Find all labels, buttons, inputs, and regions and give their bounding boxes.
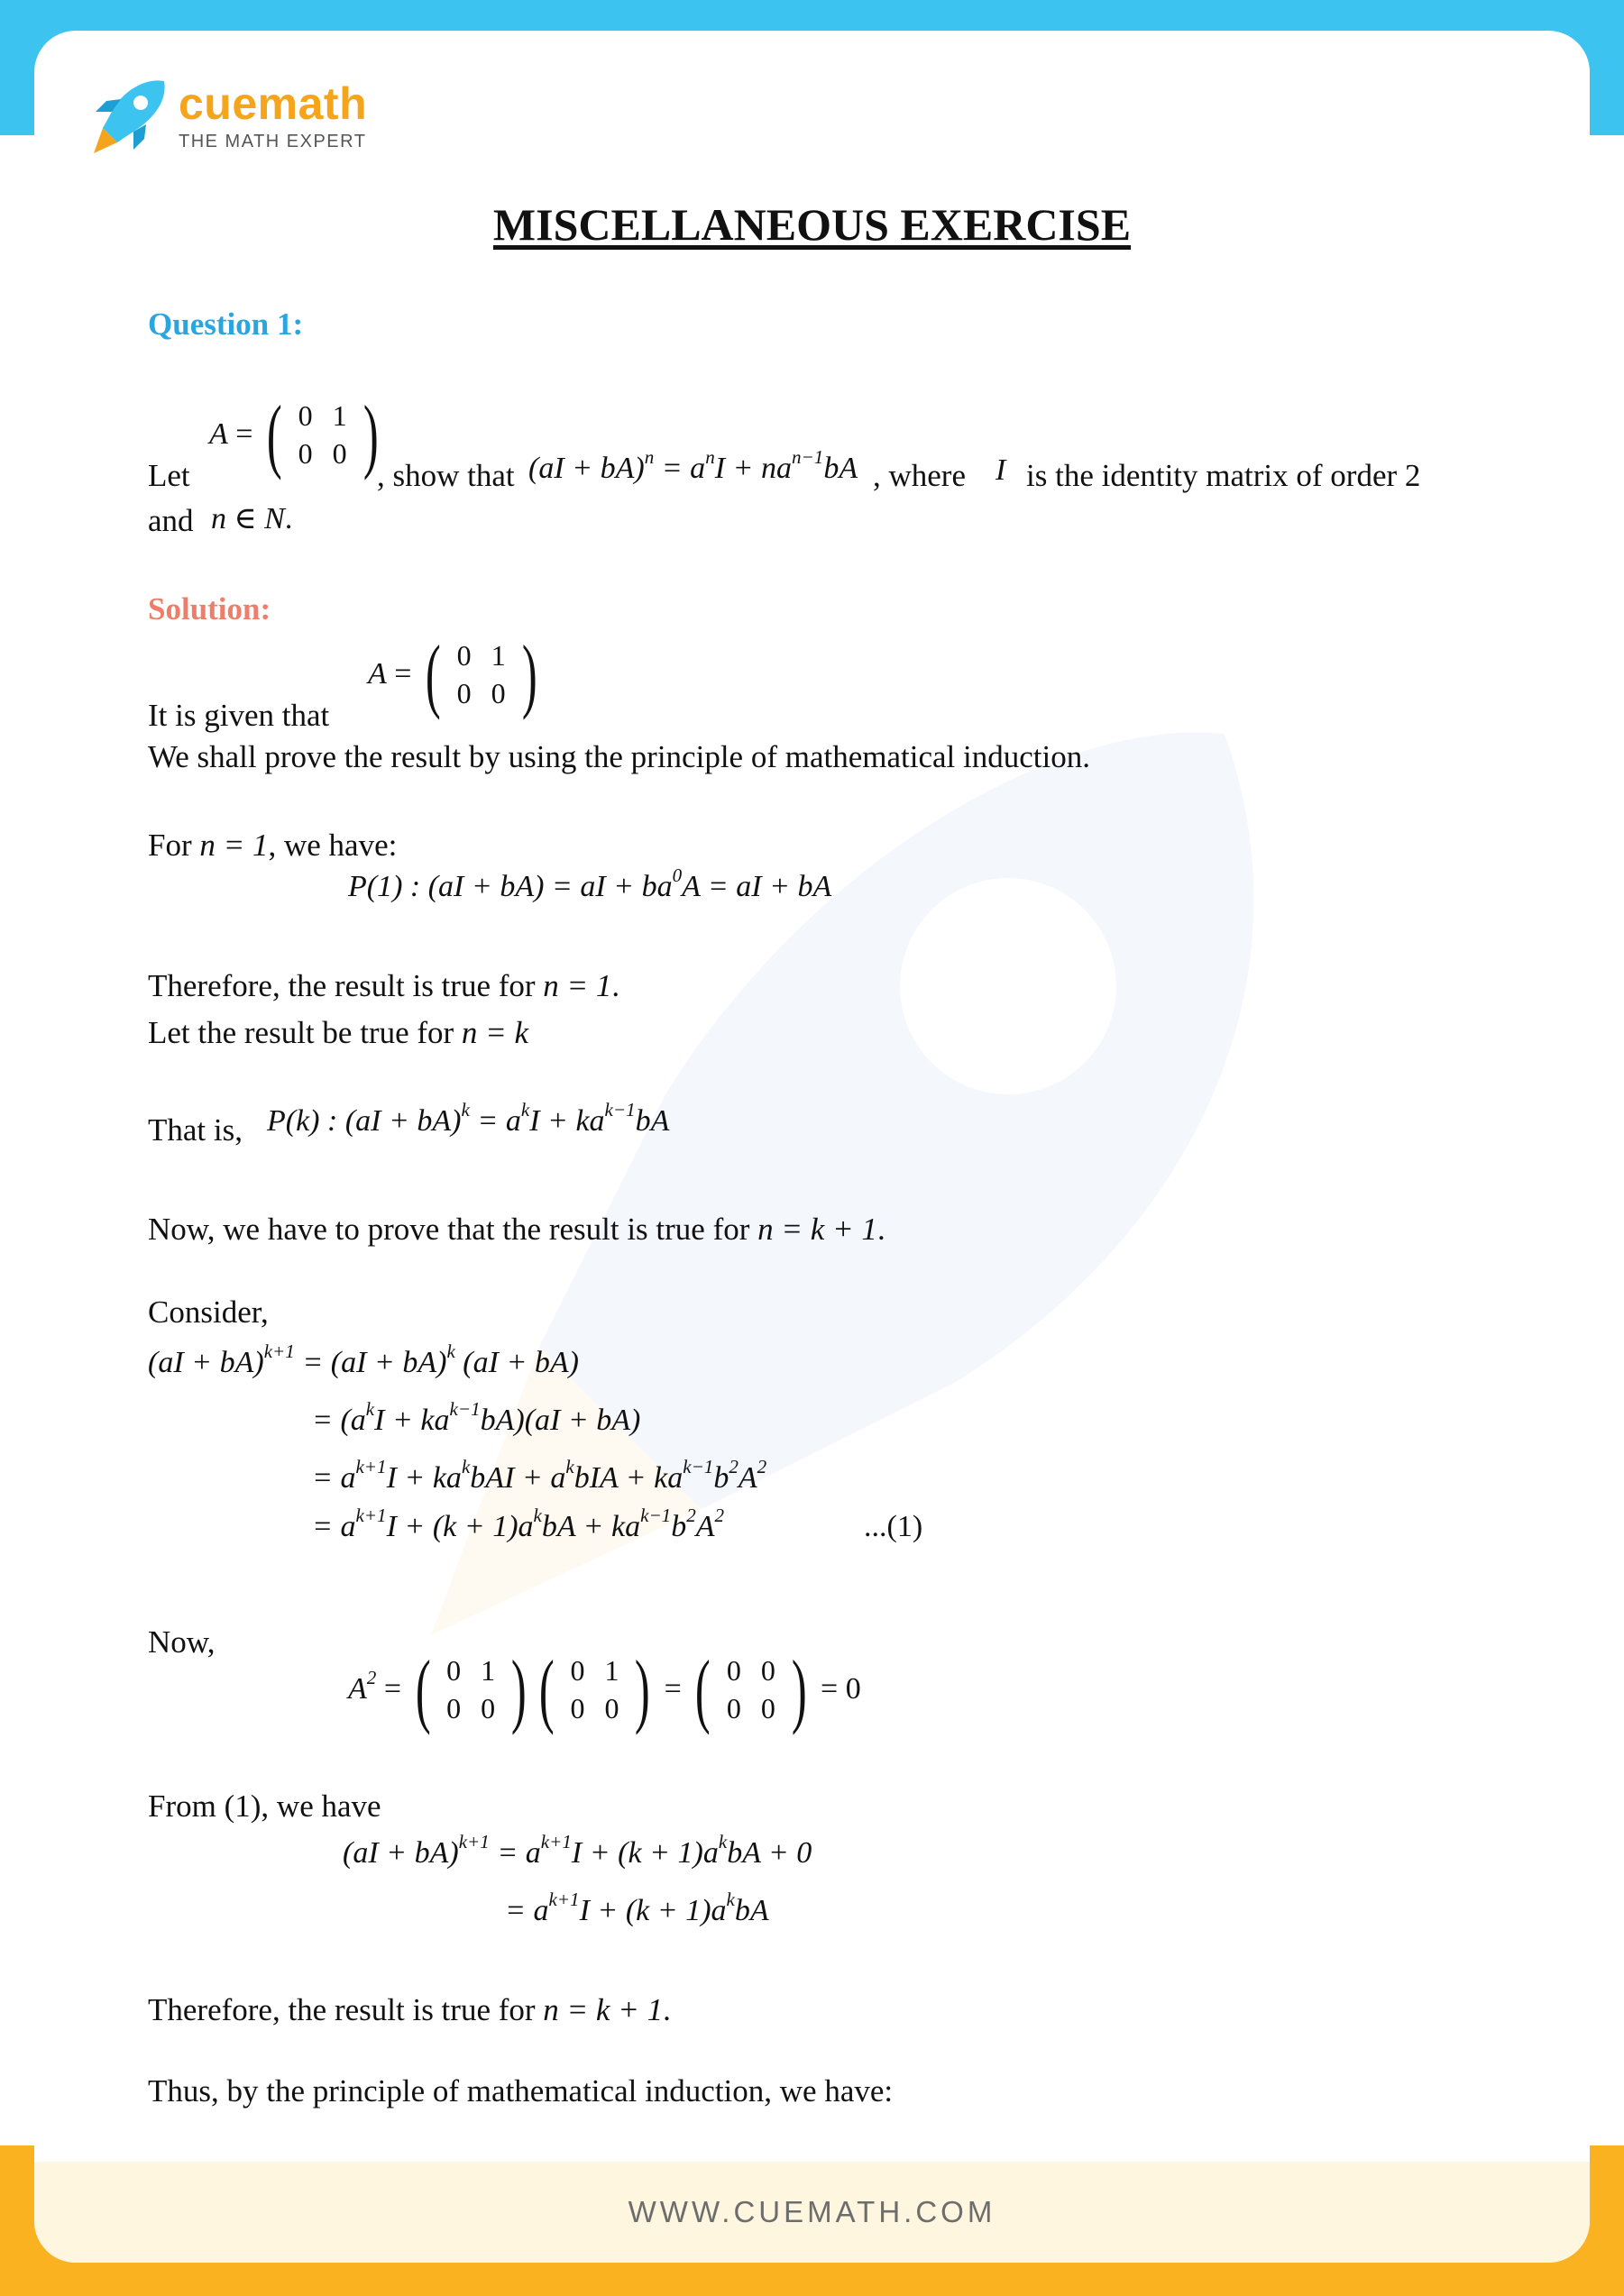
question-let: Let [148, 458, 190, 493]
question-label: Question 1: [148, 306, 304, 342]
page-title: MISCELLANEOUS EXERCISE [492, 199, 1132, 250]
solution-matrix-A: A = ( 0 1 0 0 ) [368, 628, 537, 720]
rocket-logo-icon [88, 76, 170, 157]
brand-name: cuemath [179, 78, 368, 129]
equation-step-3: = $a^{k+1}I + ka^kbAI + a^kbIA + ka^{k-1}b^2A^2$ [312, 1456, 767, 1495]
let-true-text: Let the result be true for [148, 1015, 454, 1050]
equation-reference-1: ...(1) [864, 1510, 923, 1543]
equation-A-squared: $A^2$ = ( 0 1 0 0 ) ( 0 1 0 0 ) = ( 0 0 0 0 ) = 0 [348, 1643, 861, 1735]
solution-label: Solution: [148, 591, 271, 627]
for-text: For [148, 828, 192, 863]
from-text: From [148, 1788, 216, 1824]
question-matrix-A: A = ( 0 1 0 0 ) [209, 389, 379, 480]
equation-step-1: (aI + bA)$^{k+1}$ = (aI + bA)$^k$ (aI + bA) [148, 1340, 579, 1379]
from-ref: (1) [224, 1788, 261, 1824]
question-period: . [284, 502, 293, 535]
solution-consider: Consider, [148, 1294, 269, 1330]
equation-P1: P(1) : (aI + bA) = aI + $ba^0A$ = aI + bA [348, 864, 832, 903]
solution-now: Now, [148, 1624, 216, 1660]
page-card [34, 31, 1590, 2263]
question-identity-text: is the identity matrix of order 2 [1026, 458, 1421, 493]
solution-from [148, 1788, 381, 1825]
equation-step-4: = $a^{k+1}I + (k + 1)a^kbA + ka^{k-1}b^2A^2$ [312, 1505, 725, 1543]
now-prove-text: Now, we have to prove that the result is true for [148, 1212, 750, 1247]
question-and: and [148, 503, 194, 538]
solution-prove-intro: We shall prove the result by using the principle of mathematical induction. [148, 739, 1090, 774]
question-n-in-N: n ∈ N. [211, 502, 293, 535]
equation-Pk: P(k) : $(aI + bA)^k = a^kI + ka^{k-1}bA$ [267, 1099, 670, 1138]
solution-that-is: That is, [148, 1112, 243, 1148]
solution-true-n1: Therefore, the result is true for n = 1. [148, 968, 620, 1003]
cuemath-logo [88, 76, 367, 157]
equation-final-1: $(aI + bA)^{k+1} = a^{k+1}I + (k + 1)a^kbA + 0$ [343, 1831, 812, 1870]
solution-now-prove: Now, we have to prove that the result is true for n = k + 1. [148, 1212, 885, 1247]
footer-website: WWW.CUEMATH.COM [34, 2162, 1590, 2263]
true-n1-text: Therefore, the result is true for [148, 968, 536, 1003]
solution-let-true: Let the result be true for n = k [148, 1015, 529, 1050]
true-k1-text: Therefore, the result is true for [148, 1992, 536, 2027]
question-where: , where [873, 458, 967, 493]
we-have-text: , we have: [268, 828, 398, 863]
we-have2-text: , we have [261, 1788, 381, 1824]
equation-final-2: = $a^{k+1}I + (k + 1)a^kbA$ [505, 1889, 769, 1927]
rocket-watermark-icon [431, 716, 1297, 1635]
question-show-that: , show that [377, 458, 515, 493]
solution-for-n1: For n = 1, we have: [148, 828, 398, 863]
solution-given: It is given that [148, 698, 330, 733]
brand-tagline: THE MATH EXPERT [179, 131, 367, 151]
question-identity-symbol: I [996, 453, 1006, 487]
solution-true-k1: Therefore, the result is true for n = k + 1. [148, 1992, 671, 2027]
equation-step-2: = $(a^kI + ka^{k-1}bA)(aI + bA)$ [312, 1398, 641, 1437]
question-formula: $(aI + bA)^n = a^nI + na^{n-1}bA$ [528, 446, 858, 485]
solution-thus: Thus, by the principle of mathematical induction, we have: [148, 2073, 894, 2108]
